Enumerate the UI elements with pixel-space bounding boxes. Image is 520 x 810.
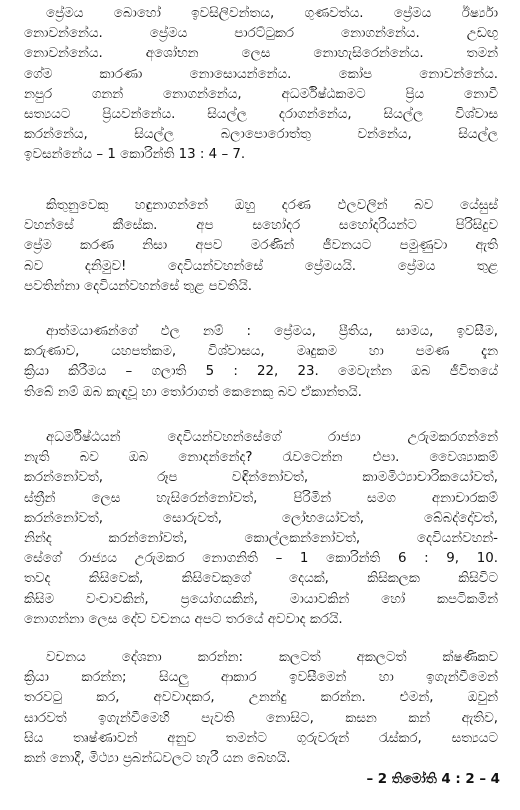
text-line: කරුණාව, යහපත්කම, විශ්වාසය, මෘදුකම හා පමණ දැන	[24, 344, 498, 360]
text-line: ස්ත්‍රීන් ලෙස හැසිරෙන්නෝවත්, පිරිමින් සමග අනාචාරකම්	[24, 490, 498, 506]
text-line: අධර්මිෂ්ඨයන් දෙවියන්වහන්සේගේ රාජ්‍යා උරුමකරගන්නේ	[46, 430, 498, 445]
paragraph-unrighteous	[24, 428, 498, 630]
text-line: බව දනිමුව! දෙවියන්වහන්සේ ප්‍රේමයයි. ප්‍රේමය තුළ	[24, 258, 498, 274]
text-line: වහන්සේ කීසේක. අප සහෝදර සහෝදරියන්ට පිරිසිදුව	[24, 218, 498, 234]
text-line: ඉවසන්නේය – 1 කොරින්ති 13 : 4 – 7.	[24, 147, 246, 163]
text-line: සත්‍යයට ප්‍රියවන්නේය. සියල්ල දරාගන්නේය, සියල්ල විශ්වාස	[24, 106, 498, 122]
paragraph-christian-fruits	[24, 196, 498, 297]
text-line: කන් නොදී, මිථ්‍යා ප්‍රබන්ධවලට හැරී යන බෙහයි.	[24, 750, 291, 766]
text-line: නින්ද කරන්නෝවත්, කොල්ලකන්නෝවත්, දෙවියන්වහන්-	[24, 530, 498, 546]
text-line: සිය තෘෂ්ණාවන් අනුව තමන්ට ගුරුවරුන් රැස්කර, සත්‍යයට	[24, 730, 498, 746]
text-line: නොවන්නේය. අශෝභන ලෙස නොහැසිරෙන්නේය. තමන්	[24, 46, 498, 62]
text-line: තිබේ නම් ඔබ කැඳවූ හා තෝරාගත් කෙනෙකු බව ඒකාන්තයි.	[24, 384, 362, 400]
text-line: ගේම කාරණා නොසොයන්නේය. කෝප නොවන්නේය.	[24, 66, 498, 82]
text-line: නැති බව ඔබ නොදන්නේද? රැවටෙන්න එපා. වෛශ්‍යාකම්	[24, 450, 498, 466]
text-line: සාරවත් ඉගැන්වීමෙහි පැවති නොසිට, කසන කන් ඇතිව,	[24, 710, 498, 726]
text-line: ක්‍රියා කිරීමය – ගලාති 5 : 22, 23. මෙවැන්න ඔබ ජීවිතයේ	[24, 364, 498, 380]
paragraph-fruits-of-spirit	[24, 322, 498, 403]
text-line: ආත්මයාණන්ගේ ඵල නම් : ප්‍රේමය, ප්‍රීතිය, සාමය, ඉවසීම,	[46, 324, 498, 339]
paragraph-preach-the-word	[24, 648, 498, 769]
text-line: කිසිම වංචාවකින්, ප්‍රයෝගයකින්, මායාවකින් හෝ කපටිකමින්	[24, 591, 498, 607]
text-line: පවතින්නා දෙවියන්වහන්සේ තුළ පවතියි.	[24, 278, 253, 294]
text-line: ප්‍රේම කරණ නිසා අපව මරණින් ජීවනයට පමුණුවා ඇති	[24, 238, 498, 254]
text-line: කරන්නෝවත්, සොරුවත්, ලෝභයෝවත්, බේබද්දෝවත්,	[24, 510, 498, 526]
text-line: කිතුනුවෙකු හඳුනාගන්නේ ඔහු දරණ ඵලවලින් බව යේසුස්	[46, 198, 498, 213]
paragraph-love-definition	[24, 4, 498, 166]
text-line: වචනය දේශනා කරන්න: කලටත් අකලටත් ක්ෂණිකව	[46, 650, 498, 665]
text-line: කරන්නෝවත්, රූප වඳින්නෝවත්, කාමමිථ්‍යාචාරිකයෝවත්,	[24, 470, 498, 486]
text-line: ප්‍රේමය බොහෝ ඉවසිලිවන්තය, ගුණවත්ය. ප්‍රේමය ඊර්ෂ්‍යා	[46, 6, 498, 21]
text-line: තරවටු කර, අවවාදකර, උනන්දු කරන්න. එමන්, ඔවුන්	[24, 690, 498, 706]
text-line: ක්‍රියා කරන්න; සියලු ආකාර ඉවසීමෙන් හා ඉගැන්වීමෙන්	[24, 670, 498, 686]
text-line: තවද කිසිවෙක්, කිසිවෙකුගේ දෙයක්, කිසිකලක කිසිවිට	[24, 571, 498, 587]
text-line: කරන්නේය, සියල්ල බලාපොරොත්තු වන්නේය, සියල්ල	[24, 127, 498, 143]
text-line: නොගන්නා ලෙස දේව වචනය අපට තරයේ අවවාද කරයි.	[24, 611, 343, 627]
scripture-citation: – 2 තිමෝති 4 : 2 – 4	[366, 772, 500, 787]
text-line: නොවන්නේය. ප්‍රේමය පාරට්ටුකර නොගන්නේය. උඩඟු	[24, 26, 498, 42]
text-line: නපුර ගනන් නොගන්නේය, අධර්මිෂ්ඨකමට ප්‍රිය නොවී	[24, 86, 498, 102]
text-line: සේගේ රාජ්‍යය උරුමකර නොගනිති – 1 කොරින්ති 6 : 9, 10.	[24, 551, 498, 567]
